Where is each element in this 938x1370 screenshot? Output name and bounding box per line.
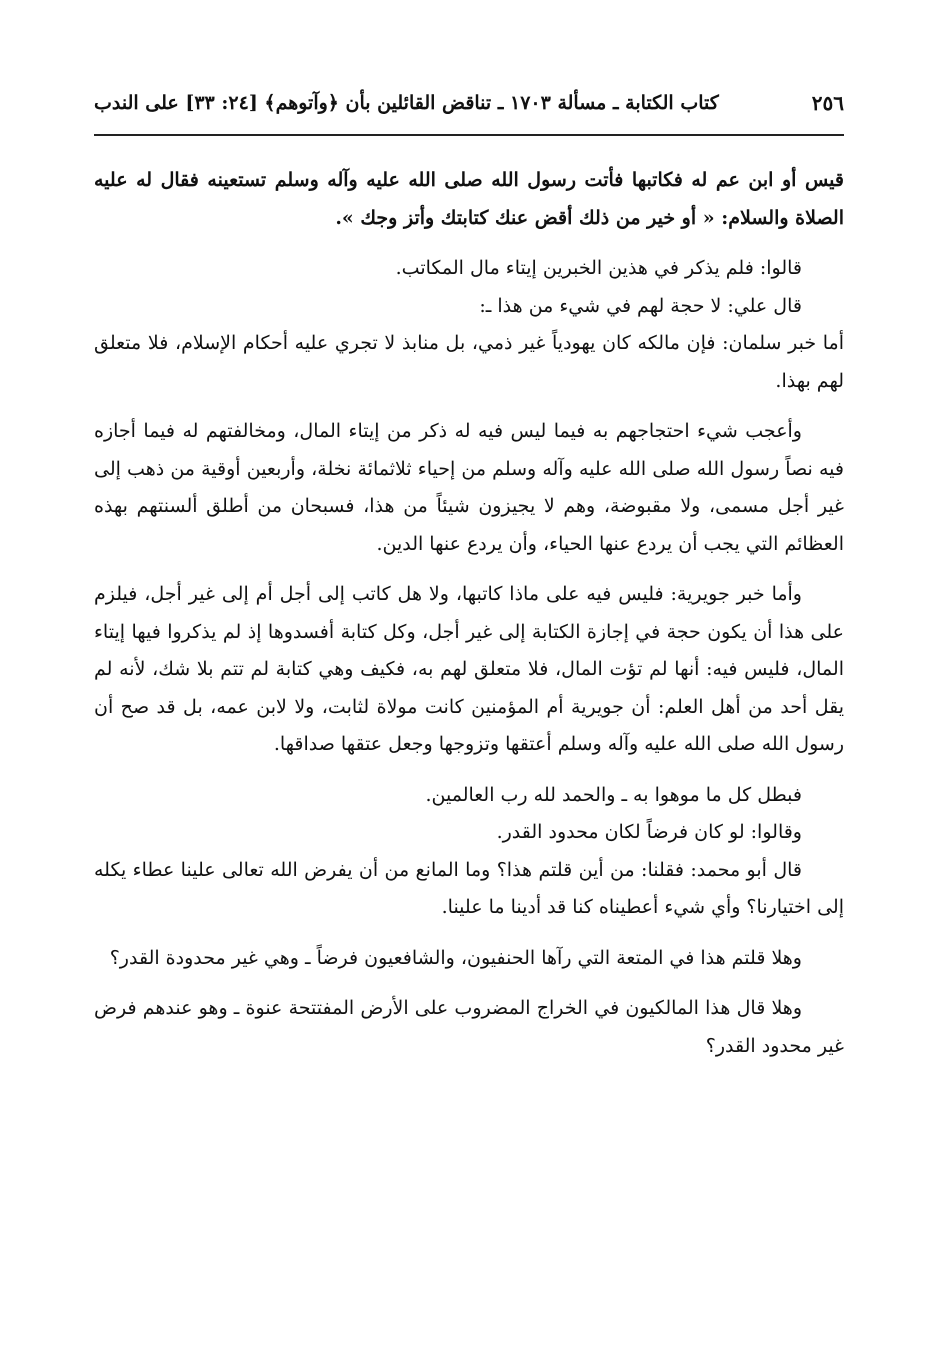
paragraph: قال علي: لا حجة لهم في شيء من هذا ـ: <box>479 294 802 317</box>
page-header <box>94 86 844 120</box>
page-number: ٢٥٦ <box>811 91 844 115</box>
running-title: كتاب الكتابة ـ مسألة ١٧٠٣ ـ تناقض القائلين بأن ﴿وآتوهم﴾ [٢٤: ٣٣] على الندب <box>94 92 719 114</box>
paragraph-spacer <box>94 977 844 990</box>
paragraph: قالوا: فلم يذكر في هذين الخبرين إيتاء مال المكاتب. <box>395 257 802 279</box>
paragraph: وهلا قال هذا المالكيون في الخراج المضروب على الأرض المفتتحة عنوة ـ وهو عندهم فرض غير محدود القدر؟ <box>94 997 844 1057</box>
paragraph: وقالوا: لو كان فرضاً لكان محدود القدر. <box>496 821 802 843</box>
paragraph-spacer <box>94 400 844 413</box>
paragraph: أما خبر سلمان: فإن مالكه كان يهودياً غير ذمي، بل منابذ لا تجري عليه أحكام الإسلام، فلا متعلق لهم بهذا. <box>94 332 844 392</box>
paragraph-spacer <box>94 927 844 940</box>
paragraph: وأما خبر جويرية: فليس فيه على ماذا كاتبها، ولا هل كاتب إلى أجل أم إلى غير أجل، فيلزم على هذا أن يكون حجة في إجازة الكتابة إلى غير أجل، وكل كتابة أفسدوها إذ لم يذكروا فيها إيتاء المال، فليس فيه: أنها لم تؤت المال، فلا متعلق لهم به، فكيف وهي كتابة لم تتم بلا شك، لأنه لم يقل أحد من أهل العلم: أن جويرية أم المؤمنين كانت مولاة لثابت، ولا لابن عمه، بل قد صح أن رسول الله صلى الله عليه وآله وسلم أعتقها وتزوجها وجعل عتقها صداقها. <box>94 583 844 755</box>
paragraph-spacer <box>94 563 844 576</box>
paragraph: وأعجب شيء احتجاجهم به فيما ليس فيه له ذكر من إيتاء المال، ومخالفتهم له فيما أجازه فيه نصاً رسول الله صلى الله عليه وآله وسلم من إحياء ثلاثمائة نخلة، وأربعين أوقية من ذهب إلى غير أجل مسمى، ولا مقبوضة، وهم لا يجيزون شيئاً من هذا، فسبحان من أطلق ألسنتهم بهذه العظائم التي يجب أن يردع عنها الحياء، وأن يردع عنها الدين. <box>94 420 844 555</box>
paragraph: قال أبو محمد: فقلنا: من أين قلتم هذا؟ وما المانع من أن يفرض الله تعالى علينا عطاء يكله إلى اختيارنا؟ وأي شيء أعطيناه كنا قد أدينا ما علينا. <box>94 858 844 918</box>
paragraph: وهلا قلتم هذا في المتعة التي رآها الحنفيون، والشافعيون فرضاً ـ وهي غير محدودة القدر؟ <box>109 946 802 969</box>
paragraph: فبطل كل ما موهوا به ـ والحمد لله رب العالمين. <box>425 783 802 806</box>
header-divider <box>94 134 844 136</box>
paragraph: قيس أو ابن عم له فكاتبها فأتت رسول الله صلى الله عليه وآله وسلم تستعينه فقال له عليه الصلاة والسلام: « أو خير من ذلك أقض عنك كتابتك وأتز وجك ». <box>94 169 844 229</box>
page-body <box>94 162 844 1065</box>
paragraph-spacer <box>94 764 844 777</box>
paragraph-spacer <box>94 237 844 250</box>
